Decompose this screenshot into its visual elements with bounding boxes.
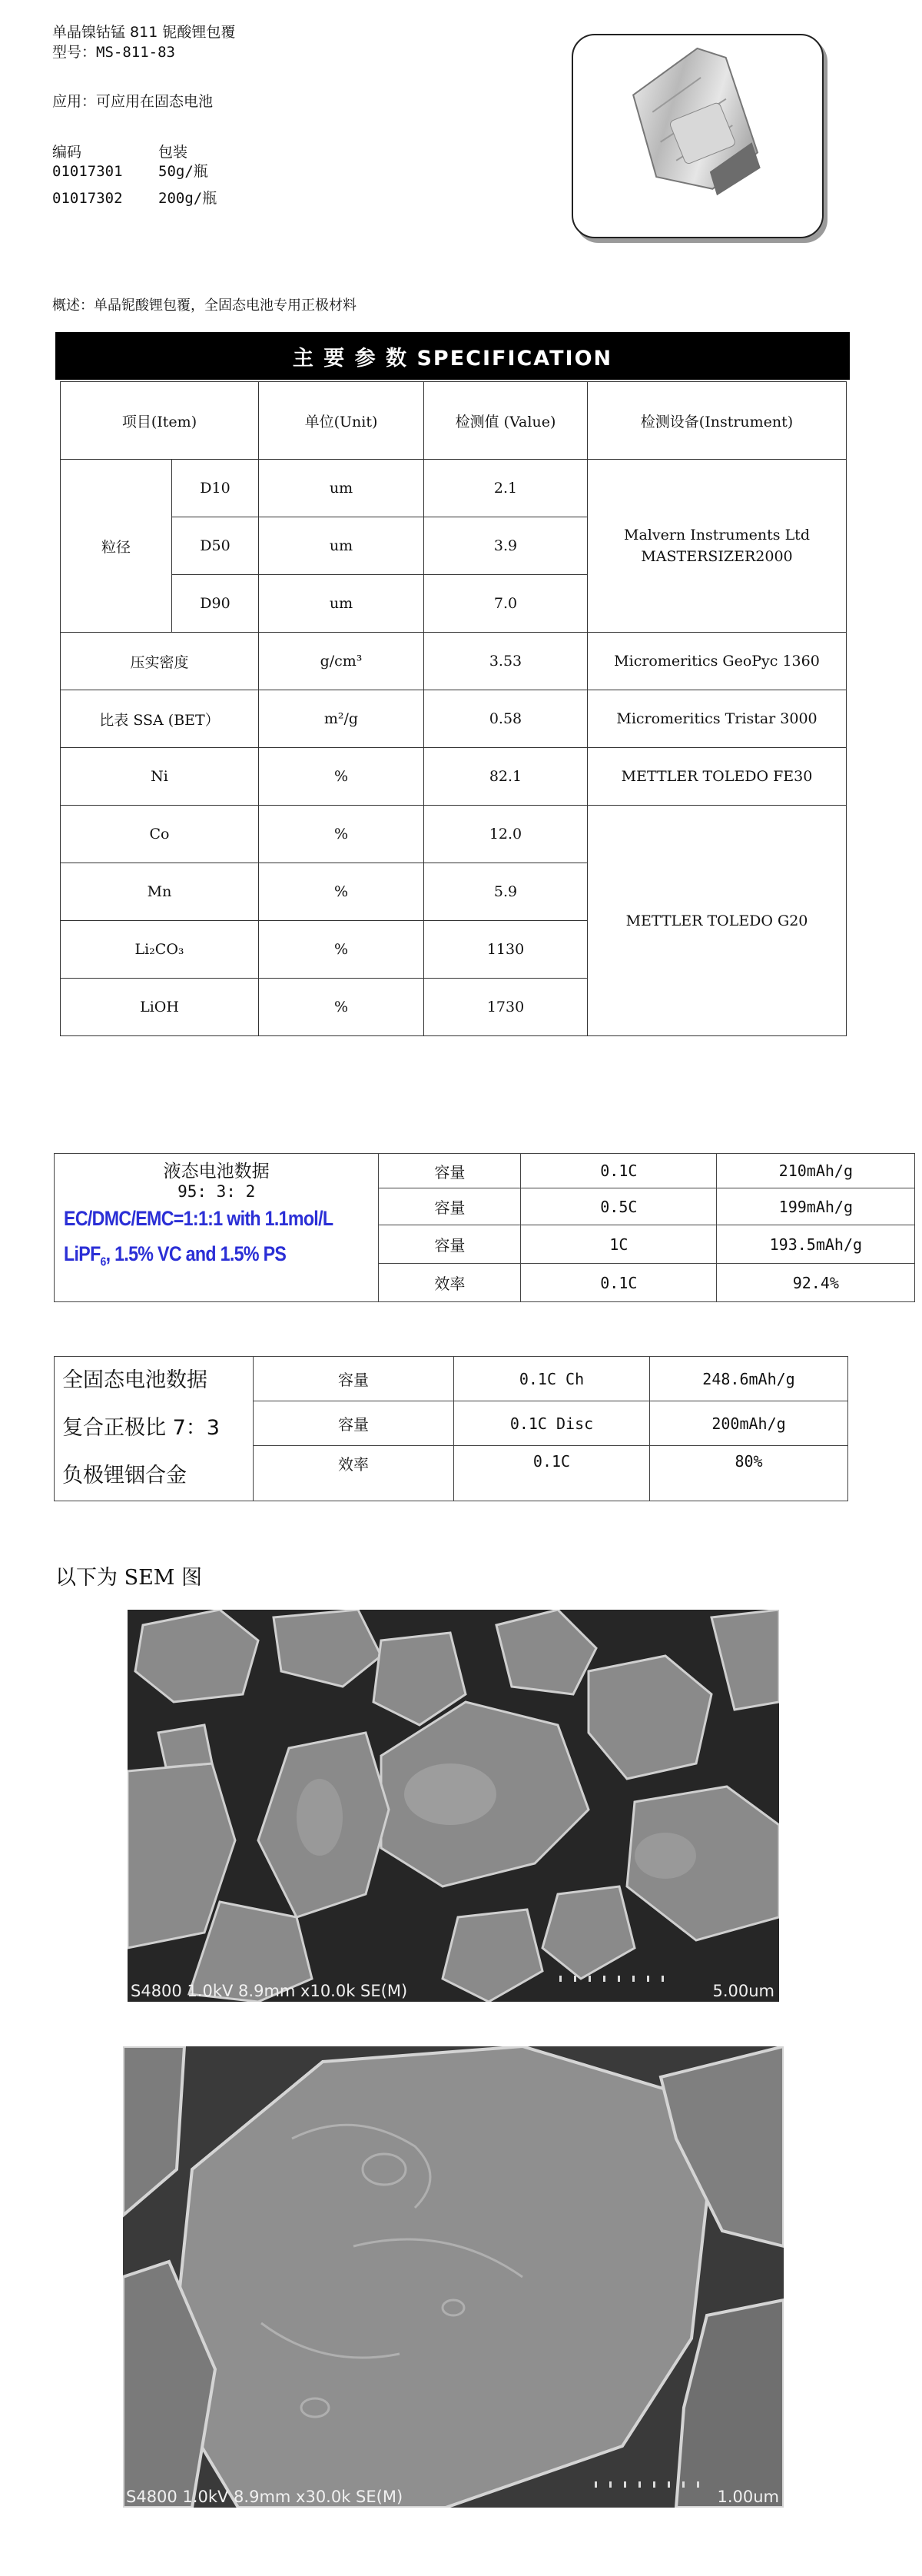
liquid-title: 液态电池数据 <box>163 1162 270 1182</box>
ni-label: Ni <box>61 748 259 806</box>
particle-instrument-line1: Malvern Instruments Ltd <box>624 527 810 543</box>
ni-instrument: METTLER TOLEDO FE30 <box>588 748 847 806</box>
item-code-2: 01017302 <box>52 190 123 207</box>
code-header: 编码 <box>52 144 82 161</box>
sem-image-2 <box>123 2046 784 2508</box>
solid-metric: 容量 <box>254 1401 454 1446</box>
sem-micrograph-10k <box>128 1610 779 2002</box>
lioh-label: LiOH <box>61 979 259 1036</box>
liquid-rate: 0.1C <box>521 1154 717 1188</box>
lioh-value: 1730 <box>424 979 588 1036</box>
particle-unit: um <box>259 517 424 575</box>
tap-density-value: 3.53 <box>424 633 588 690</box>
li2co3-unit: % <box>259 921 424 979</box>
electrolyte-additives: , 1.5% VC and 1.5% PS <box>105 1242 287 1265</box>
solid-result: 248.6mAh/g <box>650 1357 848 1401</box>
ni-unit: % <box>259 748 424 806</box>
co-value: 12.0 <box>424 806 588 863</box>
product-pouch-image <box>573 35 822 237</box>
li2co3-value: 1130 <box>424 921 588 979</box>
mn-value: 5.9 <box>424 863 588 921</box>
solid-battery-table <box>54 1356 848 1501</box>
liquid-rate: 0.5C <box>521 1188 717 1225</box>
item-code-1: 01017301 <box>52 163 123 180</box>
solid-metric: 容量 <box>254 1357 454 1401</box>
liquid-info-cell <box>55 1154 379 1302</box>
product-photo-card <box>572 34 824 238</box>
particle-instrument <box>588 460 847 633</box>
electrolyte-subscript: 6 <box>100 1255 106 1269</box>
particle-sub: D10 <box>172 460 259 517</box>
liquid-metric: 容量 <box>379 1154 521 1188</box>
liquid-metric: 容量 <box>379 1188 521 1225</box>
liquid-result: 193.5mAh/g <box>717 1225 915 1264</box>
liquid-rate: 0.1C <box>521 1264 717 1302</box>
solid-cathode-ratio: 复合正极比 7：3 <box>62 1416 220 1440</box>
tap-density-unit: g/cm³ <box>259 633 424 690</box>
solid-anode: 负极锂铟合金 <box>62 1464 187 1487</box>
solid-result: 200mAh/g <box>650 1401 848 1446</box>
ssa-label: 比表 SSA (BET） <box>61 690 259 748</box>
sem-image-1 <box>128 1610 779 2002</box>
liquid-metric: 效率 <box>379 1264 521 1302</box>
solid-rate: 0.1C Disc <box>454 1401 650 1446</box>
overview-text: 概述：单晶铌酸锂包覆，全固态电池专用正极材料 <box>52 297 357 314</box>
liquid-metric: 容量 <box>379 1225 521 1264</box>
item-package-2: 200g/瓶 <box>158 190 217 207</box>
ni-value: 82.1 <box>424 748 588 806</box>
particle-value: 2.1 <box>424 460 588 517</box>
tap-density-instrument: Micromeritics GeoPyc 1360 <box>588 633 847 690</box>
sem-scale-label: 1.00um <box>717 2488 779 2506</box>
ssa-unit: m²/g <box>259 690 424 748</box>
mn-unit: % <box>259 863 424 921</box>
ssa-value: 0.58 <box>424 690 588 748</box>
liquid-ratio: 95: 3: 2 <box>177 1182 256 1201</box>
electrolyte-lipf: LiPF <box>64 1242 101 1265</box>
sem-scale-ticks <box>559 1976 664 1982</box>
particle-sub: D90 <box>172 575 259 633</box>
solid-info-cell <box>55 1357 254 1501</box>
spec-title: 主 要 参 数 SPECIFICATION <box>55 332 850 380</box>
li2co3-label: Li₂CO₃ <box>61 921 259 979</box>
particle-unit: um <box>259 460 424 517</box>
tap-density-label: 压实密度 <box>61 633 259 690</box>
solid-metric: 效率 <box>254 1446 454 1501</box>
application-text: 应用：可应用在固态电池 <box>52 93 214 110</box>
header-unit: 单位(Unit) <box>259 382 424 460</box>
liquid-result: 210mAh/g <box>717 1154 915 1188</box>
titration-instrument: METTLER TOLEDO G20 <box>588 806 847 1036</box>
sem-scale-ticks <box>595 2481 699 2488</box>
liquid-rate: 1C <box>521 1225 717 1264</box>
ssa-instrument: Micromeritics Tristar 3000 <box>588 690 847 748</box>
electrolyte-line1: EC/DMC/EMC=1:1:1 with 1.1mol/L <box>64 1207 333 1230</box>
solid-result: 80% <box>650 1446 848 1501</box>
particle-sub: D50 <box>172 517 259 575</box>
electrolyte-line2 <box>55 1236 333 1280</box>
model-number: 型号：MS-811-83 <box>52 44 175 61</box>
header-value: 检测值 (Value) <box>424 382 588 460</box>
item-package-1: 50g/瓶 <box>158 163 208 180</box>
co-unit: % <box>259 806 424 863</box>
sem-micrograph-30k <box>123 2046 784 2508</box>
mn-label: Mn <box>61 863 259 921</box>
solid-rate: 0.1C Ch <box>454 1357 650 1401</box>
solid-rate: 0.1C <box>454 1446 650 1501</box>
particle-value: 7.0 <box>424 575 588 633</box>
particle-instrument-line2: MASTERSIZER2000 <box>641 548 793 565</box>
particle-size-label: 粒径 <box>61 460 172 633</box>
particle-value: 3.9 <box>424 517 588 575</box>
particle-unit: um <box>259 575 424 633</box>
sem-caption: S4800 1.0kV 8.9mm x30.0k SE(M) <box>126 2488 403 2506</box>
lioh-unit: % <box>259 979 424 1036</box>
sem-scale-label: 5.00um <box>712 1982 774 2000</box>
sem-caption: S4800 1.0kV 8.9mm x10.0k SE(M) <box>131 1982 408 2000</box>
product-line: 单晶镍钴锰 811 铌酸锂包覆 <box>52 24 236 41</box>
package-header: 包装 <box>158 144 188 161</box>
header-item: 项目(Item) <box>61 382 259 460</box>
liquid-result: 92.4% <box>717 1264 915 1302</box>
spec-table <box>60 381 847 1036</box>
sem-heading: 以下为 SEM 图 <box>55 1566 203 1590</box>
liquid-battery-table <box>54 1153 915 1302</box>
header-instrument: 检测设备(Instrument) <box>588 382 847 460</box>
co-label: Co <box>61 806 259 863</box>
solid-title: 全固态电池数据 <box>62 1368 207 1392</box>
liquid-result: 199mAh/g <box>717 1188 915 1225</box>
